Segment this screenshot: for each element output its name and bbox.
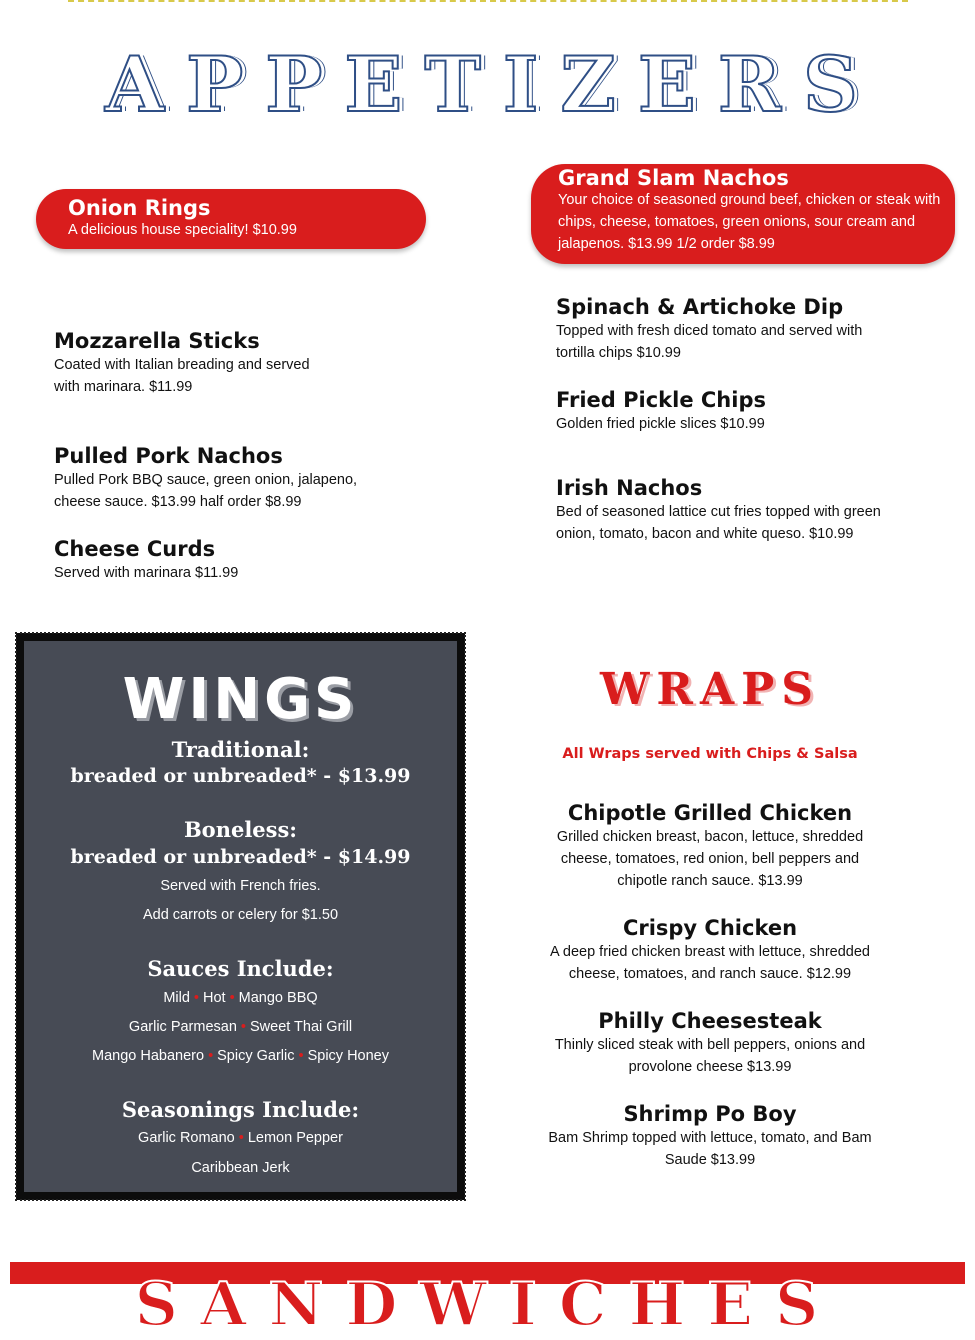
separator-dot: • [193, 990, 199, 1006]
item-desc-line: cheese sauce. $13.99 half order $8.99 [54, 494, 302, 510]
menu-item-irish-nachos [556, 475, 881, 545]
item-desc-line: Served with marinara $11.99 [54, 565, 239, 581]
item-name: Philly Cheesesteak [598, 1009, 822, 1033]
item-desc-line: A deep fried chicken breast with lettuce, shredded [550, 944, 870, 960]
boneless-label: Boneless: [183, 817, 298, 842]
seasoning-name: Caribbean Jerk [191, 1160, 290, 1176]
sandwiches-title: SANDWICHES [134, 1270, 841, 1340]
traditional-label: Traditional: [171, 737, 310, 762]
sauce-name: Mild [163, 990, 190, 1006]
item-desc-line: onion, tomato, bacon and white queso. $10.99 [556, 526, 854, 542]
menu-item-spinach-artichoke-dip [556, 294, 862, 364]
item-desc-line: Topped with fresh diced tomato and served with [556, 323, 863, 339]
featured-item-grand-slam-nachos [531, 164, 955, 264]
item-name: Shrimp Po Boy [623, 1102, 797, 1126]
item-name: Fried Pickle Chips [556, 388, 766, 412]
menu-item-mozzarella-sticks [54, 328, 310, 398]
item-desc-line: with marinara. $11.99 [54, 379, 193, 395]
wings-title: WINGS [122, 667, 359, 732]
item-name: Cheese Curds [54, 537, 216, 561]
item-desc-line: cheese, tomatoes, and ranch sauce. $12.99 [568, 966, 852, 982]
featured-item-onion-rings [36, 189, 426, 249]
separator-dot: • [298, 1048, 304, 1064]
item-name: Grand Slam Nachos [558, 166, 789, 190]
item-desc-line: Bed of seasoned lattice cut fries topped with green [556, 504, 881, 520]
item-desc-line: Coated with Italian breading and served [54, 357, 310, 373]
wrap-item-philly-cheesesteak [535, 1008, 885, 1078]
item-desc-line: cheese, tomatoes, red onion, bell peppers and [560, 851, 860, 867]
item-desc-line: Grilled chicken breast, bacon, lettuce, shredded [556, 829, 864, 845]
sauce-line [24, 1048, 457, 1064]
menu-item-pulled-pork-nachos [54, 443, 357, 513]
item-desc-line: Bam Shrimp topped with lettuce, tomato, and Bam [548, 1130, 872, 1146]
appetizers-title: APPETIZERS [105, 40, 880, 129]
top-dashed-rule [68, 0, 908, 2]
item-name: Chipotle Grilled Chicken [567, 801, 853, 825]
separator-dot: • [240, 1019, 246, 1035]
menu-item-fried-pickle-chips [556, 387, 766, 435]
separator-dot: • [238, 1130, 244, 1146]
wings-panel [16, 633, 465, 1200]
seasoning-name: Lemon Pepper [247, 1130, 343, 1146]
item-desc: Your choice of seasoned ground beef, chicken or steak with chips, cheese, tomatoes, green onions, sour cream and jalapenos. $13.99 1/2 order $8.99 [558, 192, 941, 252]
addon-note: Add carrots or celery for $1.50 [142, 907, 339, 923]
sauce-name: Garlic Parmesan [128, 1019, 237, 1035]
item-desc-line: Golden fried pickle slices $10.99 [556, 416, 765, 432]
wraps-title: WRAPS [600, 664, 820, 715]
sauces-label: Sauces Include: [147, 956, 334, 981]
wrap-item-shrimp-po-boy [535, 1101, 885, 1171]
item-desc-line: Pulled Pork BBQ sauce, green onion, jalapeno, [54, 472, 358, 488]
sauce-name: Spicy Honey [307, 1048, 389, 1064]
sauce-name: Mango BBQ [238, 990, 318, 1006]
menu-item-cheese-curds [54, 536, 238, 584]
sauce-name: Sweet Thai Grill [249, 1019, 353, 1035]
wraps-note: All Wraps served with Chips & Salsa [562, 746, 858, 762]
wrap-item-crispy-chicken [535, 915, 885, 985]
item-name: Spinach & Artichoke Dip [556, 295, 844, 319]
item-name: Irish Nachos [556, 476, 703, 500]
served-with-note: Served with French fries. [160, 878, 321, 894]
item-desc-line: chipotle ranch sauce. $13.99 [617, 873, 803, 889]
item-desc-line: Saude $13.99 [664, 1152, 756, 1168]
sauce-name: Hot [203, 990, 226, 1006]
seasoning-line [24, 1160, 457, 1176]
sandwiches-header-bar [10, 1262, 965, 1340]
traditional-price: breaded or unbreaded* - $13.99 [70, 765, 411, 787]
seasoning-name: Garlic Romano [138, 1130, 235, 1146]
sauce-line [24, 1019, 457, 1035]
wrap-item-chipotle-grilled-chicken [535, 800, 885, 892]
item-desc-line: Thinly sliced steak with bell peppers, onions and [554, 1037, 866, 1053]
item-name: Mozzarella Sticks [54, 329, 260, 353]
item-desc-line: provolone cheese $13.99 [628, 1059, 792, 1075]
sauce-name: Mango Habanero [92, 1048, 205, 1064]
item-desc-line: tortilla chips $10.99 [556, 345, 681, 361]
seasoning-line [24, 1130, 457, 1146]
item-name: Pulled Pork Nachos [54, 444, 283, 468]
boneless-price: breaded or unbreaded* - $14.99 [70, 846, 411, 868]
item-desc: A delicious house speciality! $10.99 [68, 222, 297, 238]
sauce-name: Spicy Garlic [217, 1048, 295, 1064]
sauce-line [24, 990, 457, 1006]
seasonings-label: Seasonings Include: [121, 1097, 360, 1122]
separator-dot: • [229, 990, 235, 1006]
item-name: Crispy Chicken [622, 916, 798, 940]
separator-dot: • [208, 1048, 214, 1064]
item-name: Onion Rings [68, 196, 211, 220]
